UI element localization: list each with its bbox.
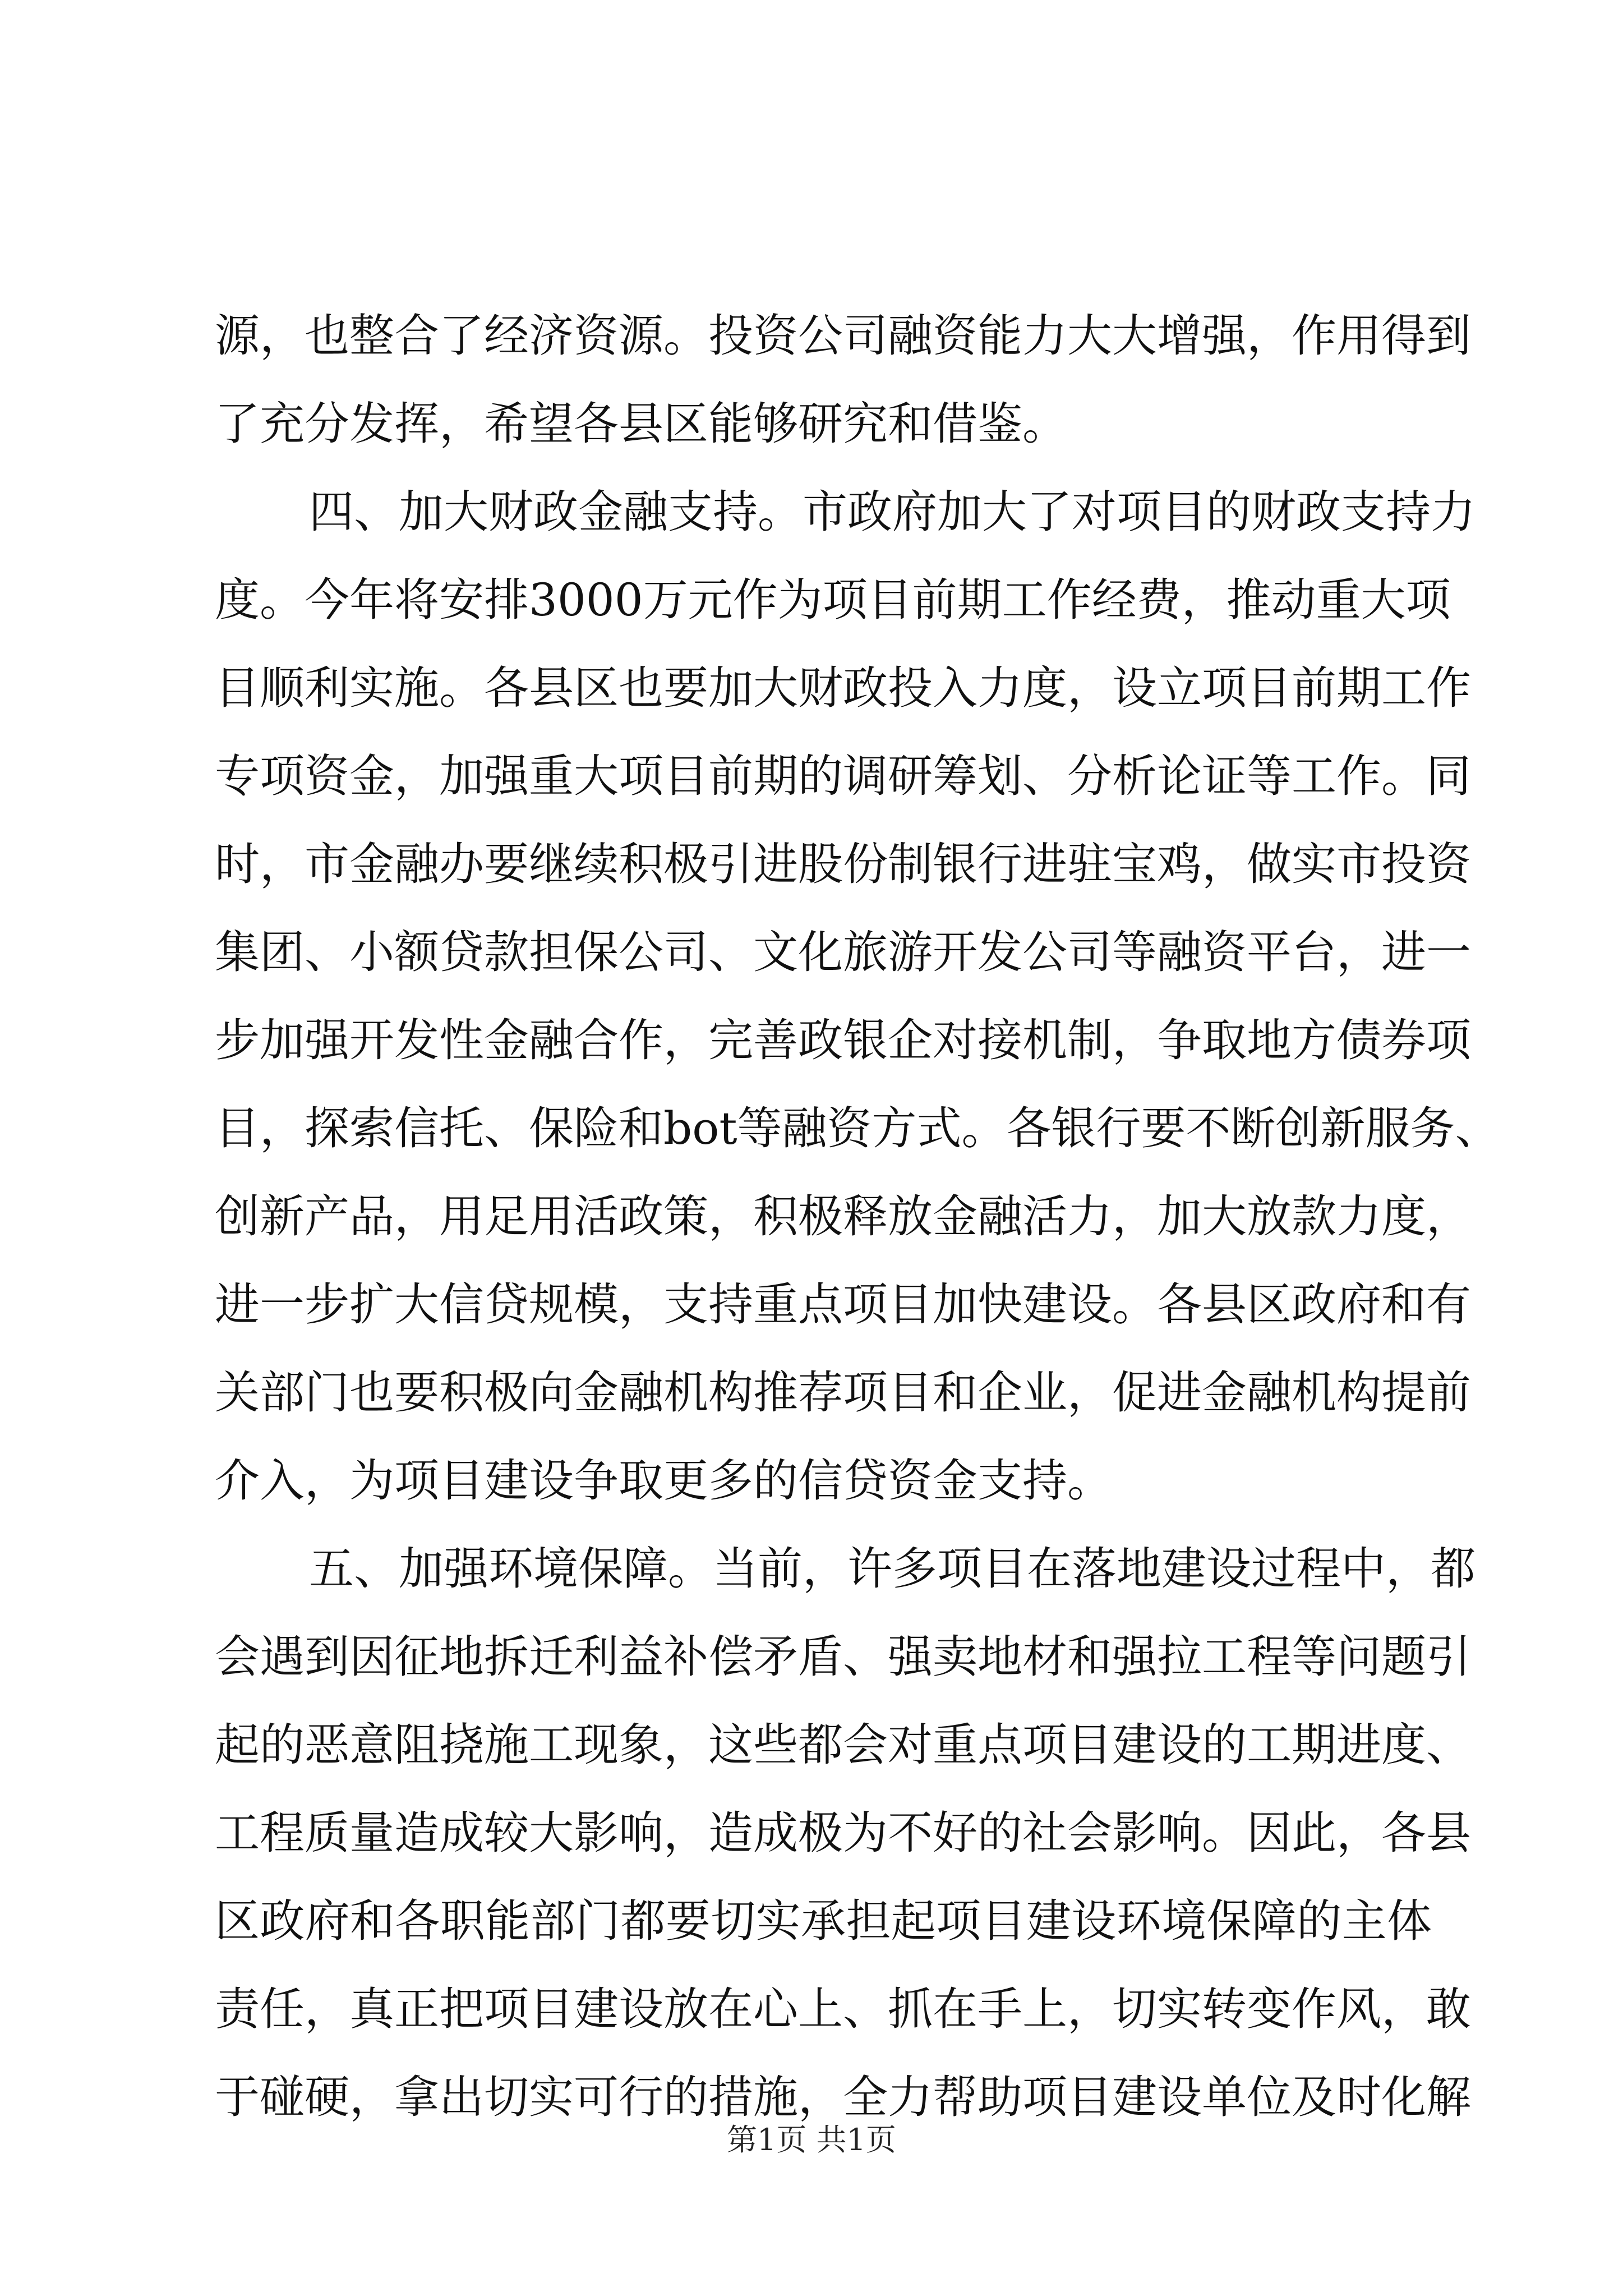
text-line: 五、加强环境保障。当前，许多项目在落地建设过程中，都 [309, 1543, 1476, 1595]
text-line: 区政府和各职能部门都要切实承担起项目建设环境保障的主体 [215, 1895, 1432, 1947]
text-line: 集团、小额贷款担保公司、文化旅游开发公司等融资平台，进一 [215, 926, 1471, 978]
text-line: 度。今年将安排3000万元作为项目前期工作经费，推动重大项 [215, 574, 1451, 626]
text-line: 责任，真正把项目建设放在心上、抓在手上，切实转变作风，敢 [215, 1983, 1471, 2035]
document-body [215, 292, 1500, 2141]
text-line: 四、加大财政金融支持。市政府加大了对项目的财政支持力 [309, 486, 1476, 538]
text-line: 目顺利实施。各县区也要加大财政投入力度，设立项目前期工作 [215, 662, 1471, 714]
text-line: 会遇到因征地拆迁利益补偿矛盾、强卖地材和强拉工程等问题引 [215, 1631, 1471, 1683]
text-line: 进一步扩大信贷规模，支持重点项目加快建设。各县区政府和有 [215, 1278, 1471, 1331]
text-line: 工程质量造成较大影响，造成极为不好的社会影响。因此，各县 [215, 1807, 1471, 1859]
text-line: 创新产品，用足用活政策，积极释放金融活力，加大放款力度， [215, 1190, 1471, 1243]
text-line: 步加强开发性金融合作，完善政银企对接机制，争取地方债券项 [215, 1014, 1471, 1066]
text-line: 介入，为项目建设争取更多的信贷资金支持。 [215, 1455, 1112, 1507]
text-line: 时，市金融办要继续积极引进股份制银行进驻宝鸡，做实市投资 [215, 838, 1471, 890]
text-line: 起的恶意阻挠施工现象，这些都会对重点项目建设的工期进度、 [215, 1719, 1471, 1771]
text-line: 专项资金，加强重大项目前期的调研筹划、分析论证等工作。同 [215, 750, 1471, 802]
text-line: 关部门也要积极向金融机构推荐项目和企业，促进金融机构提前 [215, 1366, 1471, 1419]
text-line: 目，探索信托、保险和bot等融资方式。各银行要不断创新服务、 [215, 1102, 1500, 1154]
page-number-footer: 第1页 共1页 [727, 2122, 896, 2157]
text-line: 于碰硬，拿出切实可行的措施，全力帮助项目建设单位及时化解 [215, 2071, 1471, 2123]
text-line: 源，也整合了经济资源。投资公司融资能力大大增强，作用得到 [215, 310, 1471, 362]
text-line: 了充分发挥，希望各县区能够研究和借鉴。 [215, 398, 1067, 450]
